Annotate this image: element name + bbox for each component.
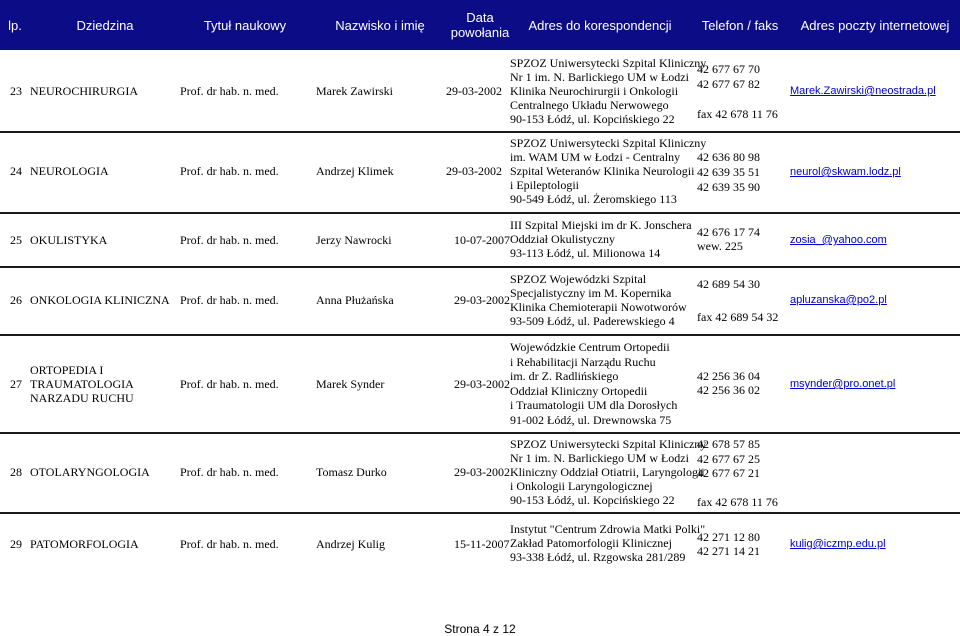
row-28-telefon: 42 678 57 85 42 677 67 25 42 677 67 21 fax 42 678 11 76 (697, 437, 778, 509)
row-23-email[interactable]: Marek.Zawirski@neostrada.pl (790, 85, 936, 97)
row-24-telefon: 42 636 80 98 42 639 35 51 42 639 35 90 (697, 150, 760, 194)
row-25-telefon: 42 676 17 74 wew. 225 (697, 225, 760, 253)
row-28-data: 29-03-2002 (454, 465, 510, 479)
row-27-tytul: Prof. dr hab. n. med. (180, 377, 279, 391)
row-29-lp: 29 (10, 537, 22, 551)
row-29-data: 15-11-2007 (454, 537, 510, 551)
row-26-dziedzina: ONKOLOGIA KLINICZNA (30, 293, 170, 307)
header-dziedzina: Dziedzina (76, 17, 134, 33)
row-27-lp: 27 (10, 377, 22, 391)
row-23-lp: 23 (10, 84, 22, 98)
row-25-tytul: Prof. dr hab. n. med. (180, 233, 279, 247)
row-25-email[interactable]: zosia_@yahoo.com (790, 234, 887, 246)
row-24-adres: SPZOZ Uniwersytecki Szpital Kliniczny im. WAM UM w Łodzi - Centralny Szpital Weteranów Klinika Neurologii i Epileptologii 90-549 Łódź, ul. Żeromskiego 113 (510, 136, 707, 206)
row-29-dziedzina: PATOMORFOLOGIA (30, 537, 139, 551)
row-23-data: 29-03-2002 (446, 84, 502, 98)
row-24-data: 29-03-2002 (446, 164, 502, 178)
row-24-lp: 24 (10, 164, 22, 178)
row-23-telefon: 42 677 67 70 42 677 67 82 fax 42 678 11 76 (697, 62, 778, 121)
row-25-nazwisko: Jerzy Nawrocki (316, 233, 392, 247)
row-27-data: 29-03-2002 (454, 377, 510, 391)
row-divider (0, 512, 960, 514)
row-25-data: 10-07-2007 (454, 233, 510, 247)
row-divider (0, 131, 960, 133)
row-26-tytul: Prof. dr hab. n. med. (180, 293, 279, 307)
row-29-telefon: 42 271 12 80 42 271 14 21 (697, 530, 760, 558)
header-lp: lp. (8, 17, 22, 33)
header-data: Data powołania (450, 10, 510, 40)
row-28-adres: SPZOZ Uniwersytecki Szpital Kliniczny Nr 1 im. N. Barlickiego UM w Łodzi Kliniczny Oddział Otiatrii, Laryngologii i Onkologii Laryngologicznej 90-153 Łódź, ul. Kopcińskiego 22 (510, 437, 707, 507)
header-telefon: Telefon / faks (701, 17, 779, 33)
row-27-nazwisko: Marek Synder (316, 377, 385, 391)
row-26-data: 29-03-2002 (454, 293, 510, 307)
row-23-nazwisko: Marek Zawirski (316, 84, 393, 98)
row-27-email[interactable]: msynder@pro.onet.pl (790, 378, 896, 390)
row-27-dziedzina: ORTOPEDIA I TRAUMATOLOGIA NARZADU RUCHU (30, 363, 134, 405)
row-27-adres: Wojewódzkie Centrum Ortopedii i Rehabilitacji Narządu Ruchu im. dr Z. Radlińskiego Oddział Kliniczny Ortopedii i Traumatologii UM dla Dorosłych 91-002 Łódź, ul. Drewnowska 75 (510, 340, 678, 427)
row-divider (0, 432, 960, 434)
row-divider (0, 334, 960, 336)
row-29-nazwisko: Andrzej Kulig (316, 537, 385, 551)
row-25-lp: 25 (10, 233, 22, 247)
row-24-email[interactable]: neurol@skwam.lodz.pl (790, 166, 901, 178)
table-header (0, 0, 960, 50)
row-23-adres: SPZOZ Uniwersytecki Szpital Kliniczny Nr 1 im. N. Barlickiego UM w Łodzi Klinika Neurochirurgii i Onkologii Centralnego Układu Nerwowego 90-153 Łódź, ul. Kopcińskiego 22 (510, 56, 707, 126)
header-nazwisko: Nazwisko i imię (335, 17, 425, 33)
row-divider (0, 212, 960, 214)
row-28-dziedzina: OTOLARYNGOLOGIA (30, 465, 150, 479)
row-26-nazwisko: Anna Płużańska (316, 293, 394, 307)
row-28-nazwisko: Tomasz Durko (316, 465, 387, 479)
row-28-lp: 28 (10, 465, 22, 479)
row-24-dziedzina: NEUROLOGIA (30, 164, 109, 178)
row-divider (0, 266, 960, 268)
row-26-telefon: 42 689 54 30 fax 42 689 54 32 (697, 277, 779, 324)
row-25-dziedzina: OKULISTYKA (30, 233, 108, 247)
header-email: Adres poczty internetowej (800, 17, 950, 33)
row-29-email[interactable]: kulig@iczmp.edu.pl (790, 538, 886, 550)
row-24-nazwisko: Andrzej Klimek (316, 164, 394, 178)
page-footer: Strona 4 z 12 (444, 622, 516, 636)
row-26-email[interactable]: apluzanska@po2.pl (790, 294, 887, 306)
header-tytul: Tytuł naukowy (203, 17, 287, 33)
row-28-tytul: Prof. dr hab. n. med. (180, 465, 279, 479)
row-26-adres: SPZOZ Wojewódzki Szpital Specjalistyczny im M. Kopernika Klinika Chemioterapii Nowotworów 93-509 Łódź, ul. Paderewskiego 4 (510, 272, 687, 328)
row-29-adres: Instytut "Centrum Zdrowia Matki Polki" Zakład Patomorfologii Klinicznej 93-338 Łódź, ul. Rzgowska 281/289 (510, 522, 706, 564)
row-23-tytul: Prof. dr hab. n. med. (180, 84, 279, 98)
row-23-dziedzina: NEUROCHIRURGIA (30, 84, 138, 98)
row-27-telefon: 42 256 36 04 42 256 36 02 (697, 369, 760, 397)
row-25-adres: III Szpital Miejski im dr K. Jonschera Oddział Okulistyczny 93-113 Łódź, ul. Milionowa 14 (510, 218, 692, 260)
row-29-tytul: Prof. dr hab. n. med. (180, 537, 279, 551)
row-26-lp: 26 (10, 293, 22, 307)
row-24-tytul: Prof. dr hab. n. med. (180, 164, 279, 178)
header-adres: Adres do korespondencji (528, 17, 672, 33)
